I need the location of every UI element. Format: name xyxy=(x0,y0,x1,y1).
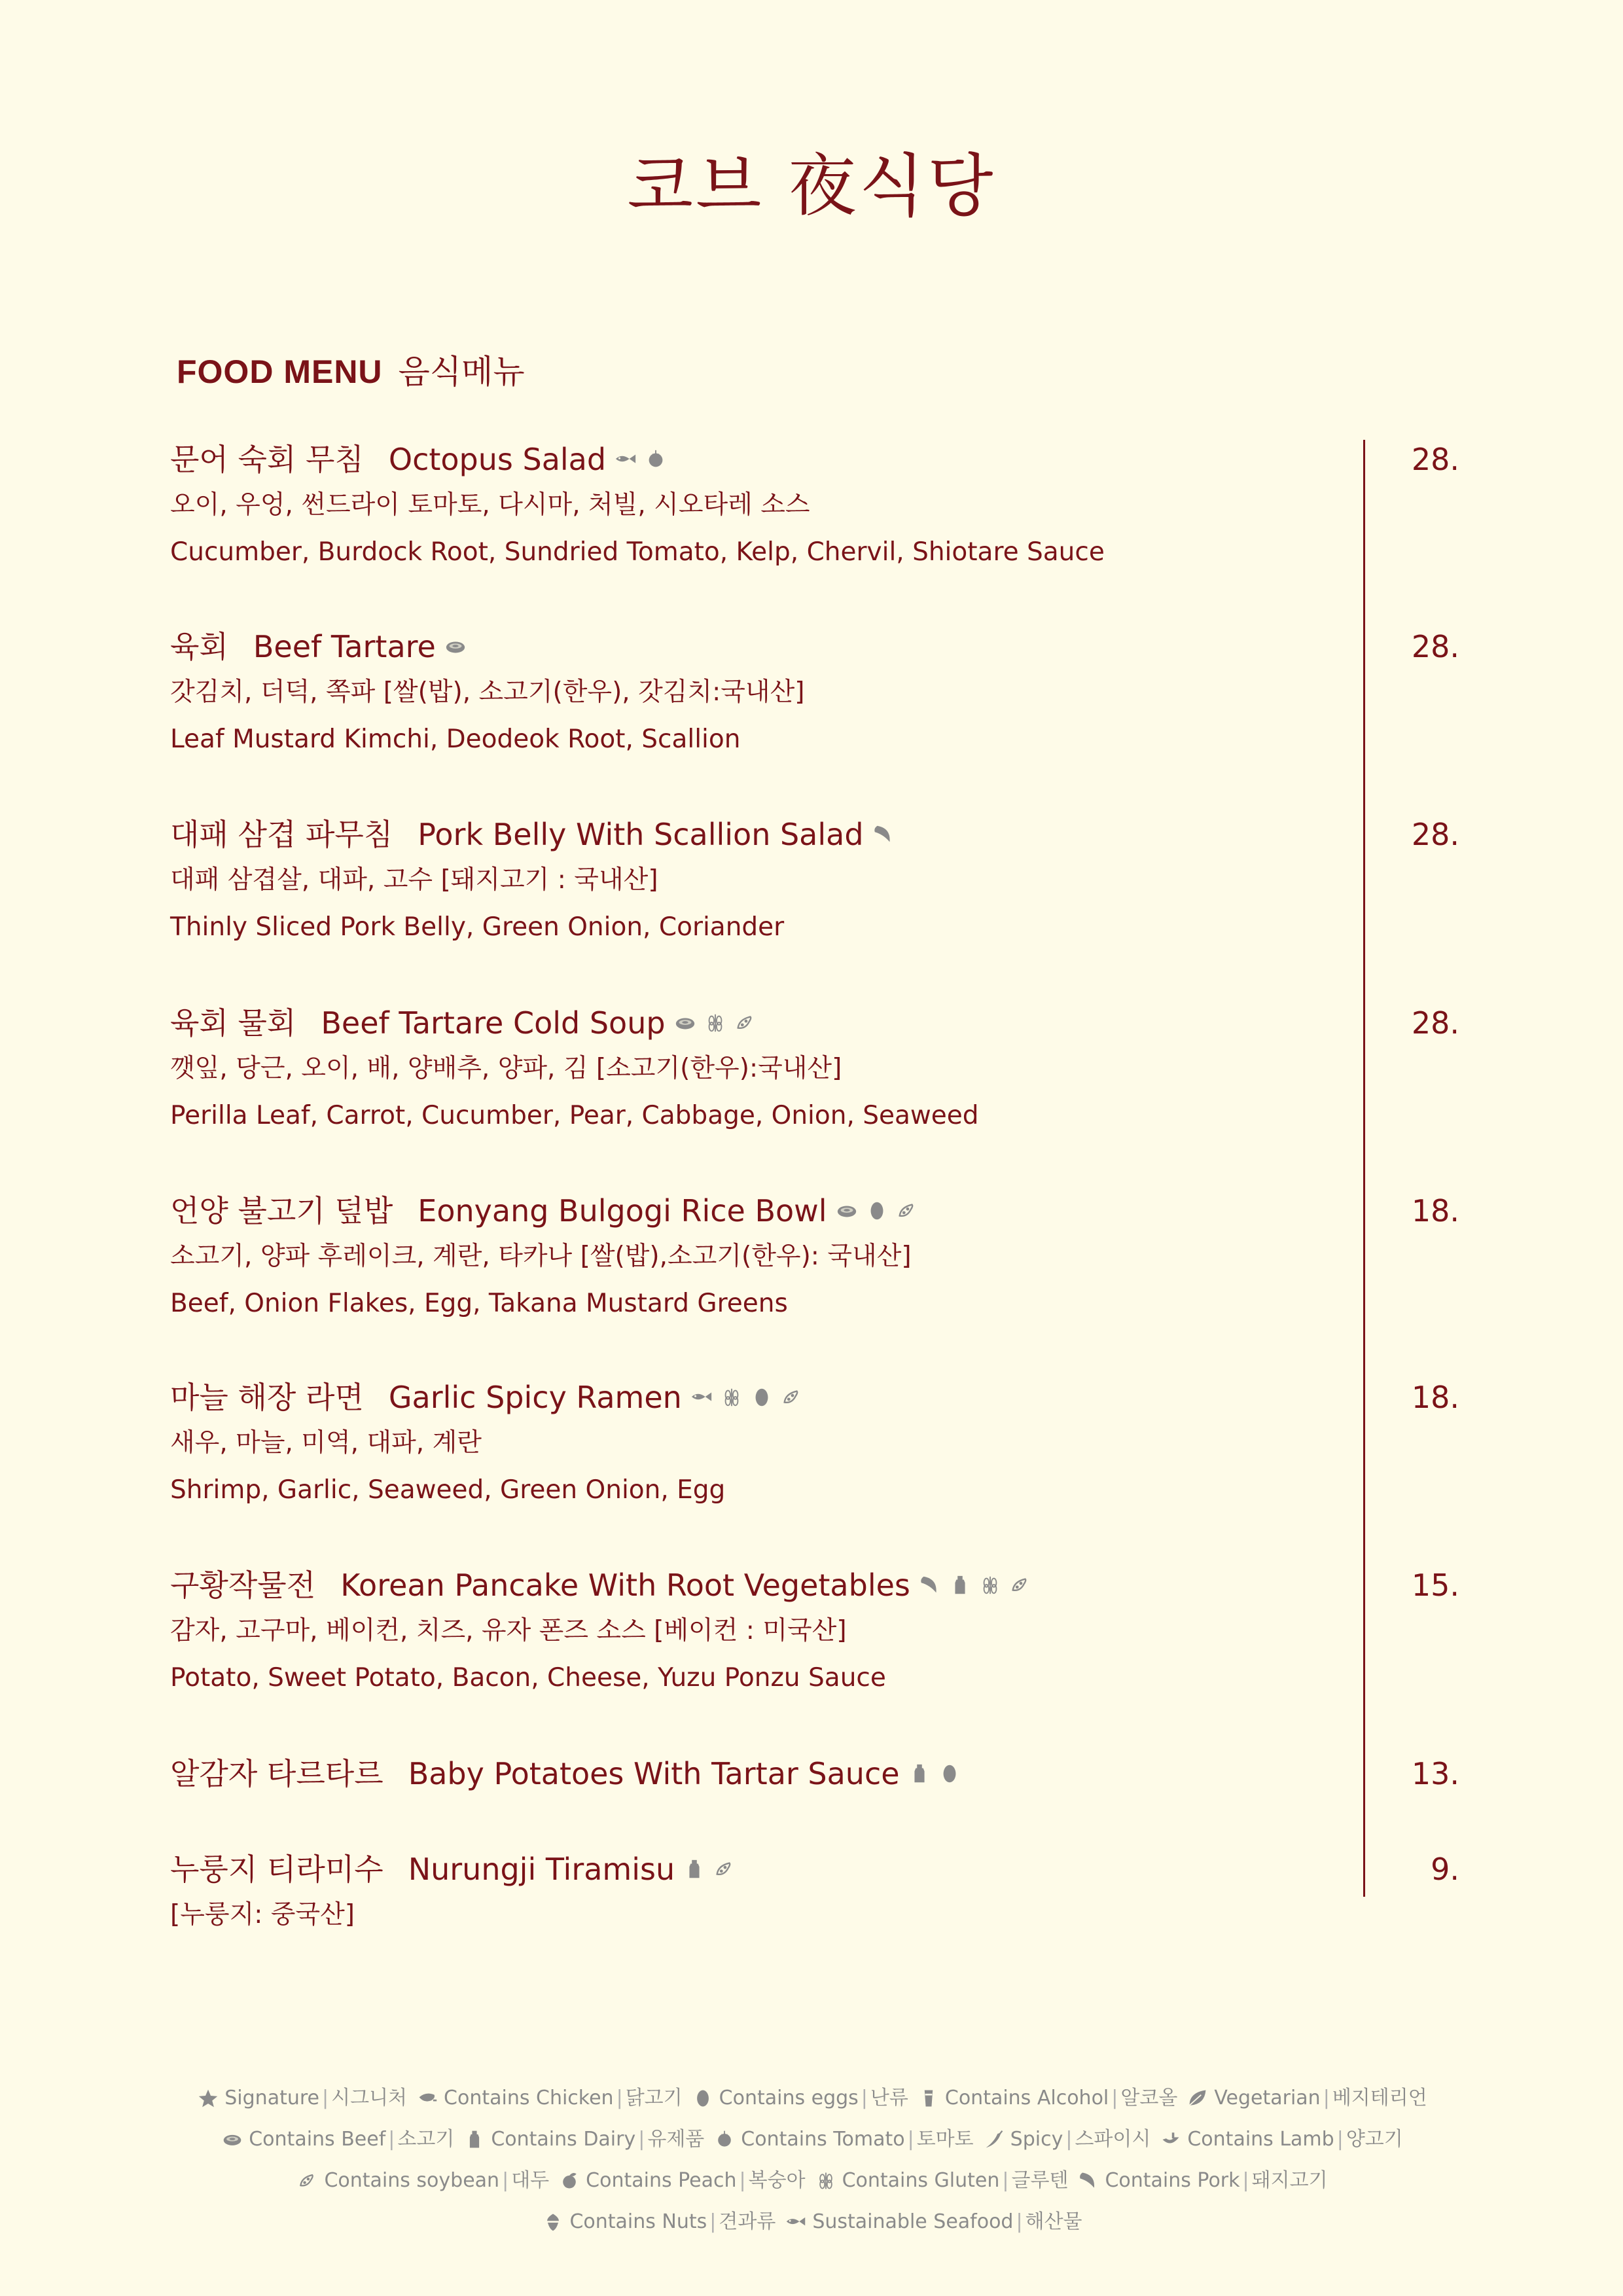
menu-item-price: 18. xyxy=(1411,1380,1459,1415)
pork-icon xyxy=(917,1574,943,1596)
legend-label-ko: 대두 xyxy=(511,2169,550,2192)
tomato-icon xyxy=(643,448,669,471)
legend-label-en: Contains Nuts xyxy=(569,2210,707,2233)
legend-label-ko: 견과류 xyxy=(719,2210,776,2233)
gluten-icon xyxy=(977,1574,1003,1596)
section-heading xyxy=(177,346,525,393)
menu-item-name xyxy=(170,1566,1348,1605)
menu-item xyxy=(170,1191,1348,1321)
menu-item-desc-en: Perilla Leaf, Carrot, Cucumber, Pear, Cabbage, Onion, Seaweed xyxy=(170,1101,979,1130)
beef-icon xyxy=(442,636,469,658)
peach-icon xyxy=(557,2170,582,2191)
legend-label-en: Signature xyxy=(224,2087,319,2109)
seafood-icon xyxy=(783,2212,808,2233)
gluten-icon xyxy=(719,1386,745,1408)
menu-item-name xyxy=(170,1850,1348,1889)
gluten-icon xyxy=(813,2170,838,2191)
soybean-icon xyxy=(894,1200,920,1222)
legend-entry: Sustainable Seafood | 해산물 xyxy=(783,2204,1082,2240)
menu-item-desc-ko: [누룽지: 중국산] xyxy=(170,1900,355,1929)
legend-label-en: Contains Lamb xyxy=(1187,2128,1334,2151)
menu-item-name-ko: 언양 불고기 덮밥 xyxy=(170,1193,393,1229)
allergen-legend xyxy=(0,2080,1623,2245)
menu-item xyxy=(170,1754,1348,1793)
menu-item-name xyxy=(170,627,1348,666)
legend-label-en: Contains Tomato xyxy=(741,2128,905,2151)
legend-entry: Contains Lamb | 양고기 xyxy=(1158,2121,1402,2158)
menu-item xyxy=(170,1378,1348,1507)
menu-item xyxy=(170,1566,1348,1695)
dairy-icon xyxy=(462,2129,487,2150)
menu-item-name-en: Pork Belly With Scallion Salad xyxy=(418,817,864,852)
legend-entry: Contains Chicken | 닭고기 xyxy=(415,2080,683,2117)
allergen-icons xyxy=(917,1574,1033,1596)
menu-item-desc-en: Thinly Sliced Pork Belly, Green Onion, Coriander xyxy=(170,912,785,942)
leaf-icon xyxy=(1185,2088,1210,2109)
menu-item xyxy=(170,815,1348,944)
menu-item-name-ko: 육회 xyxy=(170,629,228,664)
legend-label-ko: 스파이시 xyxy=(1075,2128,1151,2151)
soybean-icon xyxy=(779,1386,805,1408)
menu-item-name-ko: 구황작물전 xyxy=(170,1568,316,1603)
menu-item-desc-en: Potato, Sweet Potato, Bacon, Cheese, Yuzu Ponzu Sauce xyxy=(170,1663,886,1693)
menu-item-desc-ko: 소고기, 양파 후레이크, 계란, 타카나 [쌀(밥),소고기(한우): 국내산] xyxy=(170,1242,912,1271)
soybean-icon xyxy=(732,1012,758,1034)
menu-item-name xyxy=(170,1754,1348,1793)
menu-item-desc-ko: 갓김치, 더덕, 쪽파 [쌀(밥), 소고기(한우), 갓김치:국내산] xyxy=(170,677,805,707)
legend-label-en: Spicy xyxy=(1010,2128,1063,2151)
menu-item-desc-ko: 감자, 고구마, 베이컨, 치즈, 유자 폰즈 소스 [베이컨 : 미국산] xyxy=(170,1616,847,1645)
allergen-icons xyxy=(870,823,897,846)
legend-row xyxy=(0,2204,1623,2245)
legend-label-ko: 시그니처 xyxy=(331,2087,408,2109)
legend-label-en: Contains Alcohol xyxy=(944,2087,1109,2109)
menu-item-price: 13. xyxy=(1411,1756,1459,1791)
menu-item-name-en: Baby Potatoes With Tartar Sauce xyxy=(408,1756,900,1791)
legend-entry: Contains Nuts | 견과류 xyxy=(541,2204,776,2240)
menu-item-name-en: Octopus Salad xyxy=(388,442,607,477)
menu-item-price: 28. xyxy=(1411,1005,1459,1041)
legend-label-en: Contains eggs xyxy=(719,2087,859,2109)
soybean-icon xyxy=(295,2170,320,2191)
menu-item-price: 9. xyxy=(1431,1852,1459,1887)
allergen-icons xyxy=(834,1200,920,1222)
menu-item-price: 28. xyxy=(1411,629,1459,664)
menu-item-price: 28. xyxy=(1411,817,1459,852)
menu-item-name-en: Beef Tartare Cold Soup xyxy=(321,1005,666,1041)
egg-icon xyxy=(749,1386,775,1408)
menu-item-name xyxy=(170,815,1348,854)
beef-icon xyxy=(672,1012,698,1034)
legend-label-ko: 해산물 xyxy=(1025,2210,1082,2233)
legend-label-en: Contains Dairy xyxy=(491,2128,636,2151)
legend-label-ko: 돼지고기 xyxy=(1251,2169,1328,2192)
legend-label-en: Contains Pork xyxy=(1105,2169,1240,2192)
legend-label-ko: 닭고기 xyxy=(625,2087,683,2109)
legend-entry: Vegetarian | 베지테리언 xyxy=(1185,2080,1427,2117)
allergen-icons xyxy=(681,1858,738,1880)
menu-item-desc-ko: 새우, 마늘, 미역, 대파, 계란 xyxy=(170,1428,482,1458)
dairy-icon xyxy=(681,1858,707,1880)
price-divider xyxy=(1363,440,1365,1897)
dairy-icon xyxy=(906,1763,933,1785)
menu-item-name-en: Nurungji Tiramisu xyxy=(408,1852,675,1887)
legend-row xyxy=(0,2080,1623,2121)
menu-item-price: 18. xyxy=(1411,1193,1459,1229)
menu-item xyxy=(170,627,1348,757)
seafood-icon xyxy=(613,448,639,471)
menu-item-name xyxy=(170,1191,1348,1230)
legend-entry: Contains Beef | 소고기 xyxy=(220,2121,454,2158)
beef-icon xyxy=(220,2129,245,2150)
legend-entry: Signature | 시그니처 xyxy=(196,2080,407,2117)
menu-item-name xyxy=(170,1003,1348,1043)
legend-entry: Contains Gluten | 글루텐 xyxy=(813,2162,1069,2199)
menu-item xyxy=(170,440,1348,569)
menu-item-name-ko: 문어 숙회 무침 xyxy=(170,442,364,477)
nut-icon xyxy=(541,2212,565,2233)
menu-item-name-en: Eonyang Bulgogi Rice Bowl xyxy=(418,1193,827,1229)
egg-icon xyxy=(690,2088,715,2109)
menu-item-name-ko: 대패 삼겹 파무침 xyxy=(170,817,393,852)
menu-item-name-en: Korean Pancake With Root Vegetables xyxy=(340,1568,910,1603)
menu-item-price: 15. xyxy=(1411,1568,1459,1603)
legend-row xyxy=(0,2162,1623,2204)
allergen-icons xyxy=(688,1386,805,1408)
star-icon xyxy=(196,2088,221,2109)
menu-item xyxy=(170,1003,1348,1133)
page-title: 코브 夜식당 xyxy=(627,146,996,226)
menu-item-name-ko: 알감자 타르타르 xyxy=(170,1756,383,1791)
menu-item-name-en: Beef Tartare xyxy=(253,629,436,664)
legend-label-ko: 베지테리언 xyxy=(1332,2087,1427,2109)
soybean-icon xyxy=(711,1858,738,1880)
egg-icon xyxy=(936,1763,963,1785)
menu-item-desc-en: Beef, Onion Flakes, Egg, Takana Mustard Greens xyxy=(170,1289,788,1318)
legend-label-ko: 토마토 xyxy=(916,2128,974,2151)
legend-entry: Contains eggs | 난류 xyxy=(690,2080,908,2117)
legend-entry: Contains Alcohol | 알코올 xyxy=(916,2080,1177,2117)
menu-item-name-en: Garlic Spicy Ramen xyxy=(388,1380,682,1415)
legend-label-en: Contains Peach xyxy=(586,2169,737,2192)
alcohol-icon xyxy=(916,2088,941,2109)
menu-item-desc-en: Cucumber, Burdock Root, Sundried Tomato, Kelp, Chervil, Shiotare Sauce xyxy=(170,537,1105,567)
legend-label-ko: 난류 xyxy=(870,2087,908,2109)
legend-label-ko: 알코올 xyxy=(1120,2087,1178,2109)
menu-item-desc-ko: 대패 삼겹살, 대파, 고수 [돼지고기 : 국내산] xyxy=(170,865,658,895)
menu-item-desc-ko: 깻잎, 당근, 오이, 배, 양배추, 양파, 김 [소고기(한우):국내산] xyxy=(170,1054,842,1083)
egg-icon xyxy=(864,1200,890,1222)
seafood-icon xyxy=(688,1386,715,1408)
legend-label-ko: 글루텐 xyxy=(1011,2169,1069,2192)
legend-entry: Spicy | 스파이시 xyxy=(982,2121,1151,2158)
legend-row xyxy=(0,2121,1623,2162)
legend-label-en: Contains Gluten xyxy=(842,2169,1000,2192)
menu-item-name xyxy=(170,1378,1348,1417)
legend-entry: Contains Peach | 복숭아 xyxy=(557,2162,805,2199)
legend-label-ko: 복숭아 xyxy=(748,2169,806,2192)
chicken-icon xyxy=(415,2088,440,2109)
allergen-icons xyxy=(442,636,469,658)
menu-item-price: 28. xyxy=(1411,442,1459,477)
beef-icon xyxy=(834,1200,860,1222)
legend-entry: Contains soybean | 대두 xyxy=(295,2162,549,2199)
legend-label-ko: 양고기 xyxy=(1346,2128,1403,2151)
soybean-icon xyxy=(1007,1574,1033,1596)
allergen-icons xyxy=(613,448,669,471)
legend-entry: Contains Pork | 돼지고기 xyxy=(1076,2162,1327,2199)
menu-item-desc-en: Shrimp, Garlic, Seaweed, Green Onion, Egg xyxy=(170,1475,726,1505)
legend-label-ko: 소고기 xyxy=(397,2128,455,2151)
chili-icon xyxy=(982,2129,1007,2150)
gluten-icon xyxy=(702,1012,728,1034)
lamb-icon xyxy=(1158,2129,1183,2150)
pork-icon xyxy=(1076,2170,1101,2191)
menu-item-desc-ko: 오이, 우엉, 썬드라이 토마토, 다시마, 처빌, 시오타레 소스 xyxy=(170,490,810,520)
legend-label-ko: 유제품 xyxy=(647,2128,705,2151)
legend-label-en: Contains Beef xyxy=(249,2128,386,2151)
allergen-icons xyxy=(672,1012,758,1034)
pork-icon xyxy=(870,823,897,846)
allergen-icons xyxy=(906,1763,963,1785)
legend-label-en: Contains soybean xyxy=(324,2169,500,2192)
section-heading-en: FOOD MENU xyxy=(177,353,383,390)
legend-label-en: Sustainable Seafood xyxy=(812,2210,1014,2233)
menu-item-desc-en: Leaf Mustard Kimchi, Deodeok Root, Scallion xyxy=(170,725,741,754)
legend-label-en: Contains Chicken xyxy=(444,2087,614,2109)
dairy-icon xyxy=(947,1574,973,1596)
menu-item-name xyxy=(170,440,1348,479)
section-heading-ko: 음식메뉴 xyxy=(398,353,525,391)
legend-entry: Contains Dairy | 유제품 xyxy=(462,2121,704,2158)
legend-entry: Contains Tomato | 토마토 xyxy=(712,2121,973,2158)
tomato-icon xyxy=(712,2129,737,2150)
menu-item-name-ko: 마늘 해장 라면 xyxy=(170,1380,364,1415)
menu-item xyxy=(170,1850,1348,1932)
menu-item-name-ko: 육회 물회 xyxy=(170,1005,296,1041)
menu-item-name-ko: 누룽지 티라미수 xyxy=(170,1852,383,1887)
legend-label-en: Vegetarian xyxy=(1214,2087,1321,2109)
